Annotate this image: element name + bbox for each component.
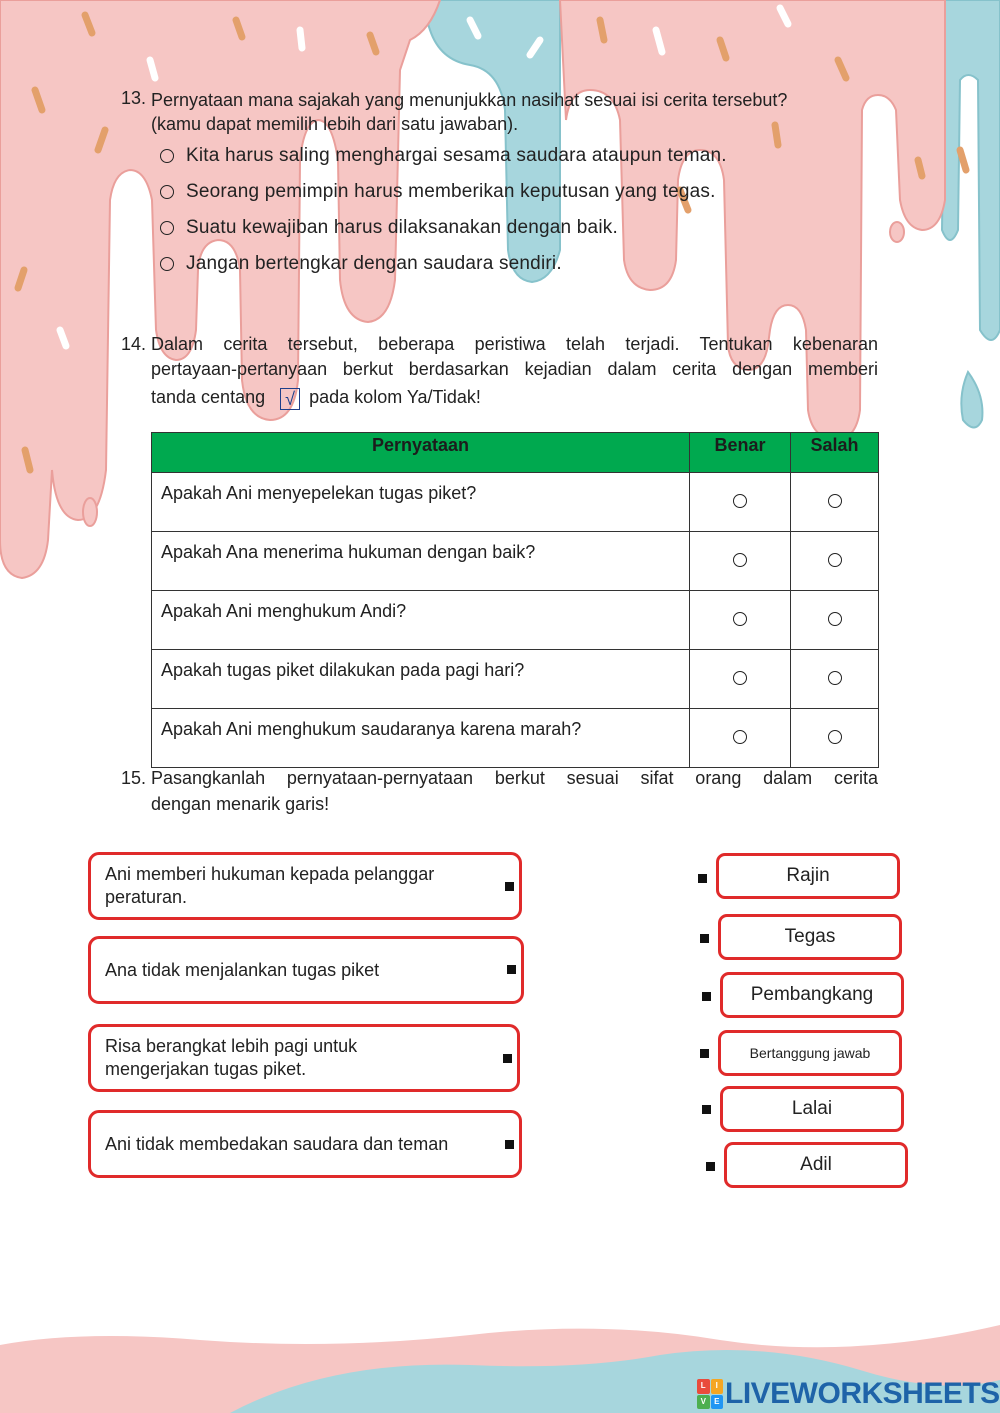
q15-number: 15. [121, 768, 147, 788]
checkmark-box-icon: √ [280, 388, 300, 410]
table-row [152, 709, 879, 768]
salah-radio[interactable] [828, 730, 842, 744]
q15-question-line1: Pasangkanlah pernyataan-pernyataan berkut sesuai sifat orang dalam cerita [151, 768, 878, 788]
q13-option-4[interactable] [160, 253, 562, 275]
match-left-anchor-4[interactable] [505, 1140, 514, 1149]
header-benar: Benar [690, 433, 791, 473]
match-left-item-4 [88, 1110, 522, 1178]
match-left-anchor-1[interactable] [505, 882, 514, 891]
header-salah: Salah [791, 433, 879, 473]
match-right-adil[interactable]: Adil [724, 1142, 908, 1188]
salah-cell [791, 473, 879, 532]
q13-option-1[interactable] [160, 145, 727, 167]
salah-radio[interactable] [828, 553, 842, 567]
table-row [152, 591, 879, 650]
brand-icon [697, 1379, 723, 1409]
option-label: Jangan bertengkar dengan saudara sendiri. [186, 253, 562, 274]
match-left-item-3 [88, 1024, 520, 1092]
benar-cell [690, 473, 791, 532]
benar-cell [690, 532, 791, 591]
statement-cell: Apakah Ani menyepelekan tugas piket? [152, 473, 690, 532]
benar-cell [690, 709, 791, 768]
match-right-anchor-6[interactable] [706, 1162, 715, 1171]
option-label: Kita harus saling menghargai sesama saudara ataupun teman. [186, 145, 727, 166]
match-right-tegas[interactable]: Tegas [718, 914, 902, 960]
statement-cell: Apakah Ani menghukum Andi? [152, 591, 690, 650]
statement-cell: Apakah Ana menerima hukuman dengan baik? [152, 532, 690, 591]
match-right-bertanggung-jawab[interactable]: Bertanggung jawab [718, 1030, 902, 1076]
q13-number: 13. [121, 88, 147, 108]
salah-cell [791, 532, 879, 591]
match-left-text: Ana tidak menjalankan tugas piket [105, 959, 380, 980]
table-row [152, 650, 879, 709]
true-false-table [151, 432, 879, 768]
match-left-anchor-3[interactable] [503, 1054, 512, 1063]
logo-letter: L [697, 1379, 710, 1394]
logo-letter: E [711, 1395, 724, 1410]
match-left-anchor-2[interactable] [507, 965, 516, 974]
logo-letter: V [697, 1395, 710, 1410]
brand-name: LIVEWORKSHEETS [725, 1377, 1000, 1410]
match-left-text: Risa berangkat lebih pagi untuk mengerjakan tugas piket. [105, 1036, 358, 1079]
q14-number: 14. [121, 334, 147, 354]
match-right-anchor-2[interactable] [700, 934, 709, 943]
table-row [152, 532, 879, 591]
benar-radio[interactable] [733, 730, 747, 744]
match-right-anchor-3[interactable] [702, 992, 711, 1001]
salah-radio[interactable] [828, 671, 842, 685]
statement-cell: Apakah tugas piket dilakukan pada pagi hari? [152, 650, 690, 709]
radio-button[interactable] [160, 257, 174, 271]
benar-radio[interactable] [733, 612, 747, 626]
option-label: Suatu kewajiban harus dilaksanakan dengan baik. [186, 217, 618, 238]
q15-question-line2: dengan menarik garis! [151, 794, 330, 814]
q14-question-line1: Dalam cerita tersebut, beberapa peristiwa telah terjadi. Tentukan kebenaran [151, 334, 878, 354]
header-pernyataan: Pernyataan [152, 433, 690, 473]
liveworksheets-logo [697, 1377, 1000, 1411]
salah-cell [791, 709, 879, 768]
match-left-text: Ani tidak membedakan saudara dan teman [105, 1133, 449, 1154]
logo-letter: I [711, 1379, 724, 1394]
radio-button[interactable] [160, 149, 174, 163]
q13-question-line2: (kamu dapat memilih lebih dari satu jawaban). [151, 114, 519, 134]
match-right-pembangkang[interactable]: Pembangkang [720, 972, 904, 1018]
salah-radio[interactable] [828, 612, 842, 626]
radio-button[interactable] [160, 185, 174, 199]
q13-option-3[interactable] [160, 217, 618, 239]
match-left-text: Ani memberi hukuman kepada pelanggar peraturan. [105, 864, 435, 907]
benar-cell [690, 591, 791, 650]
q13-option-2[interactable] [160, 181, 716, 203]
option-label: Seorang pemimpin harus memberikan keputusan yang tegas. [186, 181, 716, 202]
q14-question-line2: pertayaan-pertanyaan berkut berdasarkan kejadian dalam cerita dengan memberi [151, 359, 878, 379]
benar-cell [690, 650, 791, 709]
table-row [152, 473, 879, 532]
benar-radio[interactable] [733, 671, 747, 685]
match-right-anchor-4[interactable] [700, 1049, 709, 1058]
q14-line3-after: pada kolom Ya/Tidak! [309, 387, 481, 407]
statement-cell: Apakah Ani menghukum saudaranya karena marah? [152, 709, 690, 768]
salah-radio[interactable] [828, 494, 842, 508]
q14-question-line3 [151, 384, 481, 410]
radio-button[interactable] [160, 221, 174, 235]
match-left-item-2 [88, 936, 524, 1004]
match-right-anchor-1[interactable] [698, 874, 707, 883]
match-right-rajin[interactable]: Rajin [716, 853, 900, 899]
salah-cell [791, 591, 879, 650]
benar-radio[interactable] [733, 553, 747, 567]
match-left-item-1 [88, 852, 522, 920]
table-header-row [152, 433, 879, 473]
salah-cell [791, 650, 879, 709]
q13-question-line1: Pernyataan mana sajakah yang menunjukkan nasihat sesuai isi cerita tersebut? [151, 90, 788, 110]
q14-line3-before: tanda centang [151, 387, 266, 407]
benar-radio[interactable] [733, 494, 747, 508]
match-right-anchor-5[interactable] [702, 1105, 711, 1114]
match-right-lalai[interactable]: Lalai [720, 1086, 904, 1132]
